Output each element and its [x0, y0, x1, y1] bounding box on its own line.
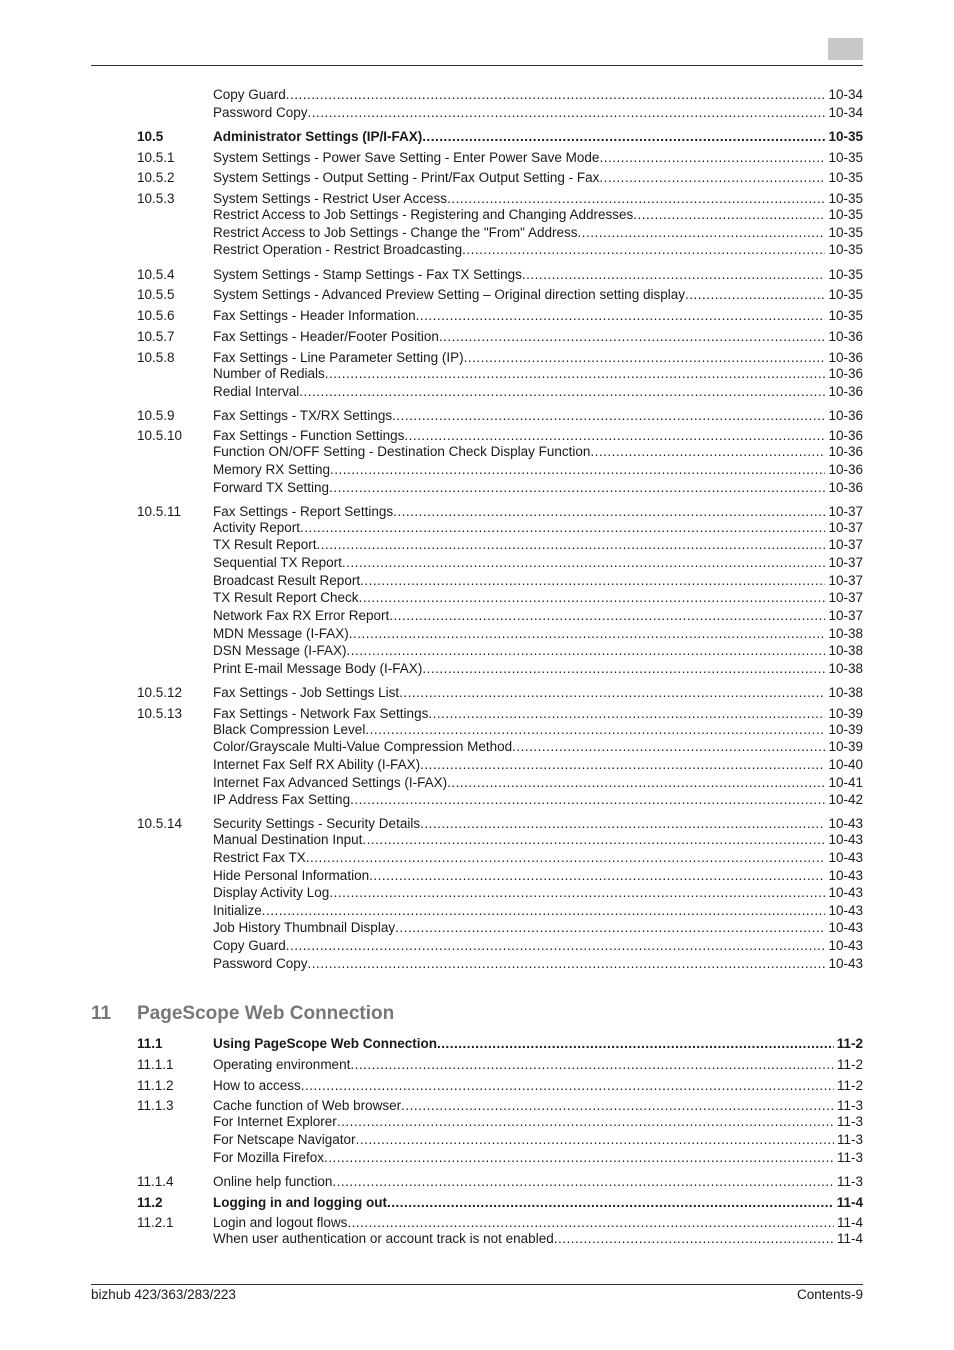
toc-entry-title: Internet Fax Advanced Settings (I-FAX): [213, 775, 448, 790]
toc-entry[interactable]: [0, 479, 954, 497]
toc-entry[interactable]: [0, 849, 954, 867]
toc-entry-line: [213, 206, 863, 224]
toc-entry-title: Fax Settings - Header/Footer Position: [213, 329, 439, 344]
toc-page-number: 10-34: [828, 87, 863, 102]
toc-entry-title: Black Compression Level: [213, 722, 366, 737]
toc-dot-leader: [395, 919, 825, 937]
toc-entry-title: Memory RX Setting: [213, 462, 331, 477]
toc-section-number: 11.1.3: [137, 1098, 174, 1113]
toc-page-number: 10-37: [828, 555, 863, 570]
toc-entry-line: [213, 519, 863, 537]
toc-dot-leader: [325, 365, 826, 383]
toc-entry[interactable]: [0, 461, 954, 479]
toc-entry-title: For Mozilla Firefox: [213, 1150, 325, 1165]
toc-entry[interactable]: [0, 721, 954, 739]
toc-entry-title: Administrator Settings (IP/I-FAX): [213, 129, 423, 144]
toc-entry-line: [213, 849, 863, 867]
toc-dot-leader: [308, 104, 826, 122]
toc-page-number: 10-35: [828, 308, 863, 323]
toc-entry-line: [213, 884, 863, 902]
toc-page-number: 10-42: [828, 792, 863, 807]
toc-entry[interactable]: [0, 307, 954, 325]
toc-section-number: 10.5.10: [137, 428, 183, 443]
toc-dot-leader: [387, 1194, 834, 1212]
toc-entry-title: System Settings - Restrict User Access: [213, 191, 448, 206]
toc-page-number: 10-43: [828, 903, 863, 918]
toc-page-number: 10-43: [828, 956, 863, 971]
toc-entry-title: TX Result Report: [213, 537, 317, 552]
toc-page-number: 10-37: [828, 573, 863, 588]
toc-dot-leader: [392, 407, 825, 425]
toc-page-number: 10-35: [828, 207, 863, 222]
toc-entry[interactable]: [0, 1173, 954, 1191]
toc-dot-leader: [422, 660, 825, 678]
toc-page-number: 10-38: [828, 685, 863, 700]
toc-entry[interactable]: [0, 519, 954, 537]
toc-entry-title: Number of Redials: [213, 366, 325, 381]
toc-entry-title: System Settings - Output Setting - Print/Fax Output Setting - Fax: [213, 170, 600, 185]
toc-entry[interactable]: [0, 955, 954, 973]
toc-dot-leader: [437, 1035, 834, 1053]
toc-entry[interactable]: [0, 774, 954, 792]
toc-page-number: 10-41: [828, 775, 863, 790]
toc-entry-line: [213, 738, 863, 756]
toc-entry[interactable]: [0, 738, 954, 756]
toc-entry-title: How to access: [213, 1078, 301, 1093]
toc-dot-leader: [349, 625, 826, 643]
toc-entry-title: Using PageScope Web Connection: [213, 1036, 438, 1051]
toc-entry[interactable]: [0, 867, 954, 885]
footer-page-number: Contents-9: [796, 1287, 863, 1302]
toc-entry-title: Fax Settings - Function Settings: [213, 428, 405, 443]
toc-page-number: 10-36: [828, 366, 863, 381]
toc-page-number: 11-3: [836, 1114, 863, 1129]
toc-entry-title: Job History Thumbnail Display: [213, 920, 396, 935]
toc-entry[interactable]: [0, 607, 954, 625]
toc-entry[interactable]: [0, 443, 954, 461]
toc-page-number: 11-3: [836, 1174, 863, 1189]
toc-entry-title: Restrict Access to Job Settings - Change the "From" Address: [213, 225, 578, 240]
toc-section-number: 10.5.2: [137, 170, 175, 185]
toc-page-number: 10-43: [828, 816, 863, 831]
toc-section-number: 11.1.2: [137, 1078, 174, 1093]
toc-dot-leader: [356, 1131, 834, 1149]
toc-entry-line: [213, 774, 863, 792]
toc-entry-title: Fax Settings - Network Fax Settings: [213, 706, 429, 721]
toc-page-number: 10-37: [828, 504, 863, 519]
toc-entry-title: Manual Destination Input: [213, 832, 363, 847]
toc-dot-leader: [308, 955, 826, 973]
toc-entry[interactable]: [0, 328, 954, 346]
toc-dot-leader: [512, 738, 825, 756]
toc-entry-line: [213, 443, 863, 461]
toc-entry-title: Restrict Operation - Restrict Broadcasting: [213, 242, 463, 257]
toc-entry-line: [213, 937, 863, 955]
toc-section-number: 10.5.11: [137, 504, 182, 519]
toc-entry-title: Fax Settings - TX/RX Settings: [213, 408, 393, 423]
toc-dot-leader: [365, 721, 825, 739]
toc-section-number: 11.1: [137, 1036, 163, 1051]
toc-dot-leader: [306, 849, 826, 867]
toc-entry-title: Sequential TX Report: [213, 555, 342, 570]
toc-dot-leader: [337, 1113, 834, 1131]
toc-page-number: 10-34: [828, 105, 863, 120]
toc-entry[interactable]: [0, 86, 954, 104]
toc-page-number: 10-35: [828, 129, 863, 144]
toc-page-number: 11-4: [836, 1195, 863, 1210]
toc-entry-line: [213, 684, 863, 702]
toc-entry[interactable]: [0, 241, 954, 259]
toc-entry-line: [213, 286, 863, 304]
toc-entry-line: [213, 756, 863, 774]
toc-dot-leader: [329, 884, 825, 902]
toc-entry[interactable]: [0, 286, 954, 304]
toc-entry-line: [213, 1077, 863, 1095]
toc-entry[interactable]: [0, 149, 954, 167]
toc-page-number: 10-43: [828, 920, 863, 935]
toc-page-number: 11-2: [836, 1057, 863, 1072]
toc-dot-leader: [422, 128, 825, 146]
toc-entry-line: [213, 642, 863, 660]
toc-entry-line: [213, 1173, 863, 1191]
toc-entry-title: System Settings - Stamp Settings - Fax TX Settings: [213, 267, 522, 282]
toc-entry-line: [213, 169, 863, 187]
toc-entry[interactable]: [0, 1077, 954, 1095]
toc-entry-line: [213, 1149, 863, 1167]
toc-entry[interactable]: [0, 1149, 954, 1167]
toc-entry-title: System Settings - Advanced Preview Setting – Original direction setting display: [213, 287, 685, 302]
toc-entry-line: [213, 461, 863, 479]
toc-entry-title: Activity Report: [213, 520, 301, 535]
toc-page-number: 10-36: [828, 408, 863, 423]
toc-page-number: 10-35: [828, 150, 863, 165]
toc-entry-title: Logging in and logging out: [213, 1195, 387, 1210]
toc-dot-leader: [360, 572, 825, 590]
toc-dot-leader: [599, 169, 825, 187]
toc-entry[interactable]: [0, 919, 954, 937]
toc-page-number: 10-36: [828, 462, 863, 477]
toc-dot-leader: [332, 1173, 834, 1191]
toc-page-number: 10-43: [828, 885, 863, 900]
toc-section-number: 10.5.6: [137, 308, 175, 323]
toc-dot-leader: [347, 642, 826, 660]
toc-dot-leader: [416, 307, 826, 325]
toc-entry[interactable]: [0, 642, 954, 660]
toc-entry[interactable]: [0, 660, 954, 678]
toc-page-number: 11-3: [836, 1098, 863, 1113]
toc-entry-title: Fax Settings - Report Settings: [213, 504, 394, 519]
toc-section-number: 10.5: [137, 129, 164, 144]
toc-page-number: 10-36: [828, 329, 863, 344]
toc-entry[interactable]: [0, 625, 954, 643]
toc-entry[interactable]: [0, 1056, 954, 1074]
toc-entry-title: MDN Message (I-FAX): [213, 626, 349, 641]
toc-entry-line: [213, 867, 863, 885]
toc-entry-title: Restrict Access to Job Settings - Registering and Changing Addresses: [213, 207, 634, 222]
toc-section-number: 10.5.9: [137, 408, 175, 423]
toc-dot-leader: [262, 902, 826, 920]
toc-entry-line: [213, 660, 863, 678]
toc-entry[interactable]: [0, 937, 954, 955]
toc-entry-line: [213, 1113, 863, 1131]
toc-entry-title: For Internet Explorer: [213, 1114, 337, 1129]
toc-entry-title: Broadcast Result Report: [213, 573, 361, 588]
toc-entry[interactable]: [0, 1113, 954, 1131]
toc-page-number: 10-39: [828, 722, 863, 737]
toc-dot-leader: [633, 206, 825, 224]
toc-dot-leader: [286, 937, 826, 955]
toc-entry-title: Function ON/OFF Setting - Destination Check Display Function: [213, 444, 591, 459]
toc-entry-line: [213, 365, 863, 383]
toc-page-number: 10-38: [828, 626, 863, 641]
toc-entry-line: [213, 383, 863, 401]
toc-entry-line: [213, 955, 863, 973]
toc-dot-leader: [685, 286, 825, 304]
header-rule: [91, 65, 863, 66]
toc-page-number: 11-4: [836, 1215, 863, 1230]
toc-page-number: 10-36: [828, 384, 863, 399]
toc-entry[interactable]: [0, 684, 954, 702]
toc-entry-title: Display Activity Log: [213, 885, 330, 900]
toc-entry-title: Restrict Fax TX: [213, 850, 306, 865]
toc-page-number: 10-37: [828, 537, 863, 552]
toc-entry-line: [213, 625, 863, 643]
toc-dot-leader: [578, 224, 826, 242]
toc-entry-line: [213, 149, 863, 167]
toc-entry-line: [213, 831, 863, 849]
toc-entry-line: [213, 536, 863, 554]
toc-entry-title: Color/Grayscale Multi-Value Compression Method: [213, 739, 513, 754]
toc-entry-line: [213, 128, 863, 146]
toc-entry[interactable]: [0, 756, 954, 774]
toc-entry-line: [213, 224, 863, 242]
toc-entry[interactable]: [0, 266, 954, 284]
toc-dot-leader: [389, 607, 825, 625]
toc-dot-leader: [329, 479, 825, 497]
toc-entry-line: [213, 1035, 863, 1053]
toc-section-number: 10.5.3: [137, 191, 175, 206]
toc-entry-line: [213, 607, 863, 625]
toc-entry-title: Fax Settings - Header Information: [213, 308, 416, 323]
toc-entry[interactable]: [0, 1194, 954, 1212]
toc-page-number: 11-3: [836, 1132, 863, 1147]
toc-dot-leader: [362, 831, 825, 849]
toc-section-number: 11.1.1: [137, 1057, 174, 1072]
toc-dot-leader: [369, 867, 825, 885]
toc-page-number: 10-36: [828, 428, 863, 443]
toc-section-number: 10.5.8: [137, 350, 175, 365]
toc-entry-line: [213, 1194, 863, 1212]
toc-entry-title: Redial Interval: [213, 384, 300, 399]
toc-dot-leader: [330, 461, 825, 479]
toc-entry-title: Cache function of Web browser: [213, 1098, 402, 1113]
toc-entry-title: Copy Guard: [213, 938, 286, 953]
toc-section-number: 11.2.1: [137, 1215, 174, 1230]
toc-page-number: 10-35: [828, 225, 863, 240]
toc-section-number: 10.5.4: [137, 267, 175, 282]
toc-entry-title: Network Fax RX Error Report: [213, 608, 390, 623]
toc-entry[interactable]: [0, 589, 954, 607]
toc-entry-line: [213, 266, 863, 284]
toc-page-number: 10-35: [828, 170, 863, 185]
toc-dot-leader: [299, 383, 825, 401]
toc-entry[interactable]: [0, 572, 954, 590]
toc-page-number: 11-2: [836, 1078, 863, 1093]
toc-entry-title: TX Result Report Check: [213, 590, 359, 605]
toc-page-number: 10-37: [828, 520, 863, 535]
toc-entry-title: When user authentication or account track is not enabled: [213, 1231, 554, 1246]
toc-entry[interactable]: [0, 128, 954, 146]
toc-dot-leader: [462, 241, 825, 259]
header-tab-marker: [828, 38, 863, 60]
toc-section-number: 10.5.5: [137, 287, 175, 302]
toc-page-number: 10-36: [828, 444, 863, 459]
toc-page-number: 10-43: [828, 850, 863, 865]
toc-entry[interactable]: [0, 554, 954, 572]
toc-page-number: 10-35: [828, 191, 863, 206]
toc-entry-title: DSN Message (I-FAX): [213, 643, 347, 658]
toc-entry-line: [213, 1230, 863, 1248]
toc-entry-line: [213, 554, 863, 572]
toc-dot-leader: [350, 1056, 834, 1074]
toc-section-number: 10.5.7: [137, 329, 175, 344]
toc-page-number: 11-4: [836, 1231, 863, 1246]
toc-entry-line: [213, 328, 863, 346]
toc-entry[interactable]: [0, 383, 954, 401]
toc-entry-title: Initialize: [213, 903, 262, 918]
toc-page-number: 10-36: [828, 480, 863, 495]
toc-entry-title: System Settings - Power Save Setting - Enter Power Save Mode: [213, 150, 600, 165]
toc-dot-leader: [350, 791, 825, 809]
toc-page-number: 10-37: [828, 590, 863, 605]
toc-section-number: 10.5.13: [137, 706, 183, 721]
footer-product-name: bizhub 423/363/283/223: [91, 1287, 236, 1302]
toc-page-number: 10-35: [828, 287, 863, 302]
toc-dot-leader: [300, 519, 825, 537]
toc-dot-leader: [324, 1149, 834, 1167]
toc-entry-title: Print E-mail Message Body (I-FAX): [213, 661, 423, 676]
toc-entry-title: Online help function: [213, 1174, 333, 1189]
toc-entry-line: [213, 479, 863, 497]
toc-entry-title: Fax Settings - Job Settings List: [213, 685, 400, 700]
toc-dot-leader: [554, 1230, 834, 1248]
toc-entry[interactable]: [0, 1230, 954, 1248]
toc-section-number: 10.5.12: [137, 685, 183, 700]
toc-entry-title: Hide Personal Information: [213, 868, 370, 883]
toc-entry-line: [213, 241, 863, 259]
toc-page-number: 10-40: [828, 757, 863, 772]
toc-entry-title: Operating environment: [213, 1057, 351, 1072]
toc-entry[interactable]: [0, 536, 954, 554]
toc-entry-line: [213, 721, 863, 739]
toc-dot-leader: [420, 756, 825, 774]
toc-dot-leader: [590, 443, 825, 461]
toc-entry-title: Internet Fax Self RX Ability (I-FAX): [213, 757, 421, 772]
toc-entry[interactable]: [0, 365, 954, 383]
toc-section-number: 10.5.14: [137, 816, 183, 831]
toc-entry-title: Copy Guard: [213, 87, 286, 102]
toc-dot-leader: [342, 554, 826, 572]
toc-page-number: 10-38: [828, 661, 863, 676]
toc-dot-leader: [522, 266, 826, 284]
toc-section-number: 10.5.1: [137, 150, 175, 165]
toc-entry-line: [213, 1056, 863, 1074]
toc-section-number: 11.2: [137, 1195, 163, 1210]
toc-page-number: 10-37: [828, 608, 863, 623]
toc-page-number: 10-35: [828, 267, 863, 282]
toc-dot-leader: [301, 1077, 834, 1095]
toc-section-number: 11.1.4: [137, 1174, 174, 1189]
toc-entry[interactable]: [0, 884, 954, 902]
toc-dot-leader: [447, 774, 825, 792]
toc-entry-title: IP Address Fax Setting: [213, 792, 351, 807]
toc-page-number: 10-35: [828, 242, 863, 257]
chapter-title: PageScope Web Connection: [137, 1003, 395, 1024]
toc-dot-leader: [599, 149, 825, 167]
toc-page-number: 10-38: [828, 643, 863, 658]
chapter-heading: [91, 1003, 394, 1025]
toc-page-number: 10-39: [828, 739, 863, 754]
toc-entry[interactable]: [0, 407, 954, 425]
footer-rule: [91, 1284, 863, 1285]
toc-page-number: 10-39: [828, 706, 863, 721]
toc-entry-line: [213, 307, 863, 325]
toc-entry-line: [213, 902, 863, 920]
toc-entry-line: [213, 589, 863, 607]
toc-entry-title: Fax Settings - Line Parameter Setting (IP): [213, 350, 464, 365]
toc-dot-leader: [317, 536, 826, 554]
toc-entry-title: For Netscape Navigator: [213, 1132, 356, 1147]
toc-entry-line: [213, 407, 863, 425]
toc-entry[interactable]: [0, 104, 954, 122]
toc-page-number: 10-36: [828, 350, 863, 365]
toc-entry[interactable]: [0, 169, 954, 187]
chapter-number: 11: [91, 1003, 112, 1024]
toc-entry-title: Login and logout flows: [213, 1215, 348, 1230]
toc-dot-leader: [399, 684, 825, 702]
toc-page-number: 10-43: [828, 938, 863, 953]
toc-entry-line: [213, 791, 863, 809]
toc-entry[interactable]: [0, 902, 954, 920]
toc-entry-line: [213, 919, 863, 937]
toc-dot-leader: [286, 86, 826, 104]
toc-entry[interactable]: [0, 206, 954, 224]
toc-entry-title: Forward TX Setting: [213, 480, 330, 495]
toc-entry-line: [213, 1131, 863, 1149]
toc-dot-leader: [439, 328, 826, 346]
toc-page-number: 11-2: [836, 1036, 863, 1051]
toc-entry[interactable]: [0, 791, 954, 809]
toc-dot-leader: [359, 589, 826, 607]
toc-page-number: 11-3: [836, 1150, 863, 1165]
toc-entry-line: [213, 104, 863, 122]
toc-entry-title: Password Copy: [213, 105, 308, 120]
toc-entry-title: Security Settings - Security Details: [213, 816, 421, 831]
toc-entry-line: [213, 572, 863, 590]
toc-entry[interactable]: [0, 1131, 954, 1149]
toc-entry[interactable]: [0, 224, 954, 242]
toc-page-number: 10-43: [828, 868, 863, 883]
toc-entry[interactable]: [0, 1035, 954, 1053]
toc-entry[interactable]: [0, 831, 954, 849]
toc-entry-title: Password Copy: [213, 956, 308, 971]
toc-page-number: 10-43: [828, 832, 863, 847]
toc-entry-line: [213, 86, 863, 104]
